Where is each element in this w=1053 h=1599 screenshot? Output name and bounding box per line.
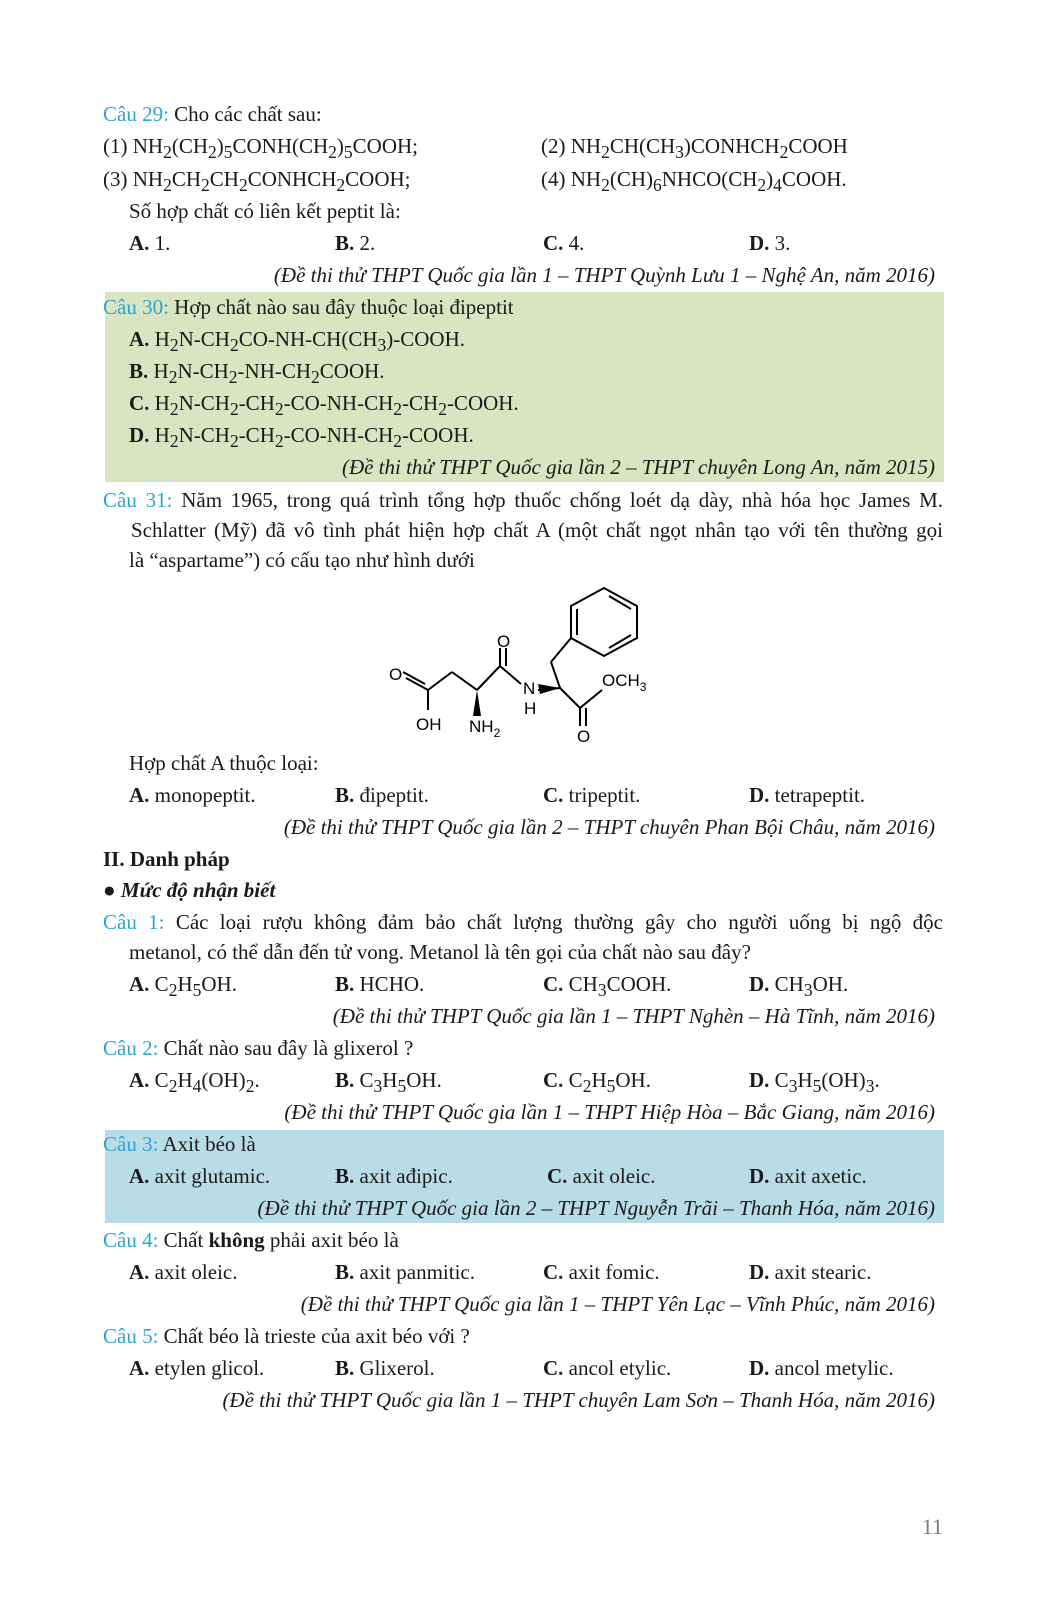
- q31-option-b: B. đipeptit.: [335, 783, 429, 807]
- atom-och3: $OCH_3$: [602, 671, 647, 694]
- q29-option-d: D. 3.: [749, 231, 791, 255]
- q1-stem-line2: metanol, có thể dẫn đến tử vong. Metanol là tên gọi của chất nào sau đây?: [129, 940, 751, 964]
- q5-option-d: D. ancol metylic.: [749, 1356, 894, 1380]
- q5-stem: Câu 5: Chất béo là trieste của axit béo với ?: [103, 1324, 470, 1348]
- section-level: ● Mức độ nhận biết: [103, 878, 276, 902]
- q29-text: Cho các chất sau:: [168, 102, 322, 126]
- q1-label: Câu 1:: [103, 910, 165, 934]
- q31-label: Câu 31:: [103, 488, 173, 512]
- q3-label: Câu 3:: [103, 1132, 159, 1156]
- q30-option-c: C. $H_2N-CH_2-CH_2-CO-NH-CH_2-CH_2$-COOH.: [129, 391, 519, 420]
- q4-option-b: B. axit panmitic.: [335, 1260, 475, 1284]
- aspartame-structure: [380, 580, 680, 745]
- q29-label: Câu 29:: [103, 102, 169, 126]
- q31-question: Hợp chất A thuộc loại:: [129, 751, 319, 775]
- q29-source: (Đề thi thử THPT Quốc gia lần 1 – THPT Quỳnh Lưu 1 – Nghệ An, năm 2016): [273, 263, 935, 287]
- q2-stem: Câu 2: Chất nào sau đây là glixerol ?: [103, 1036, 414, 1060]
- q31-option-c: C. tripeptit.: [543, 783, 641, 807]
- atom-o-amide: O: [497, 632, 511, 651]
- q30-label: Câu 30:: [103, 295, 169, 319]
- q1-option-d: D. $CH_3OH$.: [749, 972, 849, 1001]
- atom-o-ester: O: [577, 727, 591, 745]
- q3-source: (Đề thi thử THPT Quốc gia lần 2 – THPT Nguyễn Trãi – Thanh Hóa, năm 2016): [257, 1196, 935, 1220]
- q2-option-d: D. $C_3H_5(OH)_3$.: [749, 1068, 880, 1097]
- q5-option-c: C. ancol etylic.: [543, 1356, 672, 1380]
- q2-source: (Đề thi thử THPT Quốc gia lần 1 – THPT Hiệp Hòa – Bắc Giang, năm 2016): [284, 1100, 935, 1124]
- q1-option-a: A. $C_2H_5OH$.: [129, 972, 237, 1001]
- q1-stem-line1: Câu 1: Các loại rượu không đảm bảo chất lượng thường gây cho người uống bị ngộ độc: [103, 910, 943, 934]
- section-title: II. Danh pháp: [103, 847, 230, 871]
- q3-option-d: D. axit axetic.: [749, 1164, 867, 1188]
- q30-source: (Đề thi thử THPT Quốc gia lần 2 – THPT chuyên Long An, năm 2015): [341, 455, 935, 479]
- q3-option-c: C. axit oleic.: [547, 1164, 656, 1188]
- q1-option-c: C. $CH_3COOH$.: [543, 972, 672, 1001]
- q31-stem-line2: Schlatter (Mỹ) đã vô tình phát hiện hợp chất A (một chất ngọt nhân tạo với tên thường gọi: [131, 518, 943, 542]
- page-number: 11: [921, 1514, 943, 1539]
- q1-option-b: B. HCHO.: [335, 972, 425, 996]
- q31-option-a: A. monopeptit.: [129, 783, 256, 807]
- q5-source: (Đề thi thử THPT Quốc gia lần 1 – THPT chuyên Lam Sơn – Thanh Hóa, năm 2016): [222, 1388, 935, 1412]
- q31-stem-line1: Câu 31: Năm 1965, trong quá trình tổng hợp thuốc chống loét dạ dày, nhà hóa học James M.: [103, 488, 943, 512]
- q4-stem: Câu 4: Chất không phải axit béo là: [103, 1228, 399, 1252]
- q31-option-d: D. tetrapeptit.: [749, 783, 866, 807]
- q3-option-b: B. axit ađipic.: [335, 1164, 453, 1188]
- q3-stem: Câu 3: Axit béo là: [103, 1132, 256, 1156]
- q5-label: Câu 5:: [103, 1324, 159, 1348]
- q4-label: Câu 4:: [103, 1228, 159, 1252]
- q31-stem-line3: là “aspartame”) có cấu tạo như hình dưới: [129, 548, 475, 572]
- atom-oh: OH: [416, 715, 442, 734]
- q29-item-4: (4) $NH_2(CH)_6NHCO(CH_2)_4COOH$.: [541, 167, 847, 196]
- q29-item-2: (2) $NH_2CH(CH_3)CONHCH_2COOH$: [541, 134, 848, 163]
- q5-option-a: A. etylen glicol.: [129, 1356, 265, 1380]
- q2-option-a: A. $C_2H_4(OH)_2$.: [129, 1068, 260, 1097]
- atom-n: N: [523, 679, 536, 698]
- q29-item-3: (3) $NH_2CH_2CH_2CONHCH_2COOH$;: [103, 167, 411, 196]
- q1-source: (Đề thi thử THPT Quốc gia lần 1 – THPT Nghèn – Hà Tĩnh, năm 2016): [332, 1004, 935, 1028]
- q5-option-b: B. Glixerol.: [335, 1356, 435, 1380]
- q30-option-d: D. $H_2N-CH_2-CH_2-CO-NH-CH_2$-COOH.: [129, 423, 474, 452]
- q30-option-b: B. $H_2N-CH_2-NH-CH_2COOH$.: [129, 359, 385, 388]
- q2-option-c: C. $C_2H_5OH$.: [543, 1068, 651, 1097]
- q29-option-b: B. 2.: [335, 231, 376, 255]
- q2-label: Câu 2:: [103, 1036, 159, 1060]
- q3-option-a: A. axit glutamic.: [129, 1164, 271, 1188]
- q29-question: Số hợp chất có liên kết peptit là:: [129, 199, 401, 223]
- q30-stem: Câu 30: Hợp chất nào sau đây thuộc loại đipeptit: [103, 295, 514, 319]
- q4-option-d: D. axit stearic.: [749, 1260, 872, 1284]
- q29-stem: [103, 100, 322, 128]
- q4-source: (Đề thi thử THPT Quốc gia lần 1 – THPT Yên Lạc – Vĩnh Phúc, năm 2016): [300, 1292, 935, 1316]
- q29-item-1: (1) $NH_2(CH_2)_5CONH(CH_2)_5COOH$;: [103, 134, 419, 163]
- atom-h: H: [524, 699, 537, 718]
- q31-source: (Đề thi thử THPT Quốc gia lần 2 – THPT chuyên Phan Bội Châu, năm 2016): [283, 815, 935, 839]
- q4-option-a: A. axit oleic.: [129, 1260, 238, 1284]
- q29-option-c: C. 4.: [543, 231, 585, 255]
- q2-option-b: B. $C_3H_5OH$.: [335, 1068, 442, 1097]
- q4-option-c: C. axit fomic.: [543, 1260, 660, 1284]
- atom-nh2: $NH_2$: [469, 717, 501, 740]
- q29-option-a: A. 1.: [129, 231, 171, 255]
- q30-option-a: A. $H_2N-CH_2CO-NH-CH(CH_3)$-COOH.: [129, 327, 466, 356]
- atom-o-acid: O: [389, 665, 403, 684]
